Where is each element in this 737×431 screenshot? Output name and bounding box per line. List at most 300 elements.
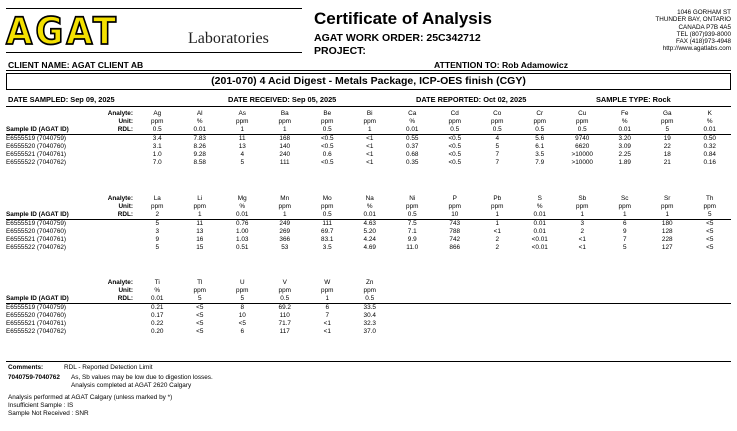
value-cell: 788	[449, 228, 461, 235]
value-cell: 7.5	[407, 220, 417, 227]
unit-cell: ppm	[576, 203, 589, 210]
unit-cell: ppm	[618, 203, 631, 210]
unit-cell: ppm	[448, 118, 461, 125]
analyte-cell: Pb	[493, 195, 502, 202]
value-cell: 83.1	[321, 236, 334, 243]
value-cell: 0.51	[236, 244, 249, 251]
value-cell: 8.58	[193, 159, 206, 166]
value-cell: 11.0	[406, 244, 419, 251]
unit-cell: %	[239, 203, 246, 210]
sample-id-cell: E6555520 (7040760)	[6, 312, 67, 319]
value-cell: <0.5	[448, 135, 462, 142]
sample-id-cell: E6555522 (7040762)	[6, 159, 67, 166]
value-cell: <5	[196, 320, 204, 327]
value-cell: 7.83	[193, 135, 206, 142]
unit-cell: %	[366, 203, 373, 210]
analyte-cell: Fe	[621, 110, 629, 117]
analyte-cell: Mn	[280, 195, 290, 202]
rdl-cell: 0.01	[221, 211, 264, 220]
value-cell: 128	[661, 228, 673, 235]
unit-cell: %	[409, 118, 416, 125]
value-cell: <0.5	[448, 159, 462, 166]
value-cell: 5	[155, 220, 160, 227]
value-cell: 16	[196, 236, 204, 243]
rdl-cell: 1	[264, 211, 307, 220]
value-cell: 7.0	[152, 159, 162, 166]
value-cell: 0.22	[151, 320, 164, 327]
unit-cell: ppm	[278, 287, 291, 294]
analyte-cell: Sc	[621, 195, 629, 202]
analyte-cell: Ba	[280, 110, 289, 117]
lab-address	[655, 9, 731, 53]
rdl-cell: 1	[264, 126, 307, 135]
value-cell: 6	[622, 220, 627, 227]
analyte-cell: As	[238, 110, 246, 117]
value-cell: 11	[196, 220, 204, 227]
rdl-cell: 5	[221, 295, 264, 304]
analyte-cell: Ga	[662, 110, 672, 117]
analyte-cell: La	[153, 195, 161, 202]
value-cell: 742	[449, 236, 461, 243]
value-cell: 30.4	[363, 312, 376, 319]
analyte-cell: Ca	[408, 110, 417, 117]
rdl-cell: 0.5	[264, 295, 307, 304]
value-cell: 6620	[575, 143, 590, 150]
table-row	[6, 151, 731, 159]
value-cell: <5	[706, 220, 714, 227]
address-line: CANADA P7B 4A5	[678, 23, 731, 31]
rdl-cell: 0.5	[391, 211, 434, 220]
rdl-cell: 1	[221, 126, 264, 135]
value-cell: 0.84	[703, 151, 716, 158]
results-table	[6, 279, 731, 336]
value-cell: <1	[323, 320, 331, 327]
rdl-cell: 1	[646, 211, 689, 220]
value-cell: <1	[366, 135, 374, 142]
value-cell: 6	[240, 328, 245, 335]
value-cell: 4	[240, 151, 245, 158]
value-cell: 0.16	[703, 159, 716, 166]
unit-cell: ppm	[406, 203, 419, 210]
table-row	[6, 159, 731, 167]
value-cell: 0.37	[406, 143, 419, 150]
rdl-cell: 1	[476, 211, 519, 220]
unit-cell: ppm	[363, 118, 376, 125]
rdl-cell: 0.5	[434, 126, 477, 135]
analyte-cell: Sb	[578, 195, 587, 202]
value-cell: <5	[706, 244, 714, 251]
comments-label: Comments:	[8, 364, 44, 371]
rdl-cell: 1	[349, 126, 392, 135]
rdl-cell: 0.5	[519, 126, 562, 135]
value-cell: 3.09	[618, 143, 631, 150]
sample-id-cell: E6555521 (7040761)	[6, 151, 67, 158]
unit-cell: ppm	[661, 118, 674, 125]
value-cell: 53	[281, 244, 289, 251]
value-cell: 249	[279, 220, 291, 227]
comment-note-1: As, Sb values may be low due to digestion losses.	[71, 374, 213, 381]
rdl-cell: 1	[179, 211, 222, 220]
value-cell: 7	[495, 151, 500, 158]
analyte-cell: Mo	[322, 195, 332, 202]
header-divider	[6, 70, 731, 71]
rdl-cell: 0.01	[519, 211, 562, 220]
analyte-label: Analyte:	[107, 279, 133, 286]
sample-id-cell: E6555521 (7040761)	[6, 320, 67, 327]
analyte-cell: P	[452, 195, 457, 202]
rdl-label: RDL:	[117, 126, 133, 133]
value-cell: <0.5	[448, 151, 462, 158]
table-row	[6, 135, 731, 144]
value-cell: 6	[325, 304, 330, 311]
value-cell: <1	[366, 143, 374, 150]
value-cell: <5	[706, 236, 714, 243]
value-cell: <5	[238, 320, 246, 327]
value-cell: 180	[661, 220, 673, 227]
unit-cell: ppm	[491, 203, 504, 210]
value-cell: 0.17	[151, 312, 164, 319]
address-line: http://www.agatlabs.com	[662, 45, 731, 53]
value-cell: 69.2	[278, 304, 291, 311]
value-cell: <0.5	[320, 159, 334, 166]
sample-id-header: Sample ID (AGAT ID)	[6, 126, 69, 133]
value-cell: <1	[493, 228, 501, 235]
unit-cell: ppm	[533, 118, 546, 125]
dates-line	[6, 92, 731, 107]
unit-cell: %	[154, 287, 161, 294]
value-cell: 4.24	[363, 236, 376, 243]
value-cell: 743	[449, 220, 461, 227]
analyte-cell: Mg	[237, 195, 247, 202]
analyte-cell: Cu	[578, 110, 587, 117]
value-cell: 4	[495, 135, 500, 142]
unit-label: Unit:	[118, 287, 133, 294]
value-cell: <0.5	[448, 143, 462, 150]
unit-cell: ppm	[236, 287, 249, 294]
value-cell: <1	[366, 151, 374, 158]
table-row	[6, 312, 731, 320]
value-cell: 33.5	[363, 304, 376, 311]
rdl-cell: 0.5	[561, 126, 604, 135]
rdl-cell: 0.01	[391, 126, 434, 135]
analyte-cell: W	[324, 279, 331, 286]
value-cell: 7	[622, 236, 627, 243]
value-cell: 2	[495, 244, 500, 251]
value-cell: 7	[325, 312, 330, 319]
unit-cell: ppm	[661, 203, 674, 210]
rdl-cell: 5	[689, 211, 732, 220]
value-cell: <1	[578, 244, 586, 251]
value-cell: 110	[279, 312, 290, 319]
value-cell: 228	[661, 236, 673, 243]
table-row	[6, 236, 731, 244]
value-cell: 0.21	[151, 304, 164, 311]
sample-id-cell: E6555519 (7040759)	[6, 304, 67, 311]
rdl-label: RDL:	[117, 211, 133, 218]
unit-cell: ppm	[321, 287, 334, 294]
analyte-cell: V	[282, 279, 287, 286]
value-cell: 9.28	[193, 151, 206, 158]
rdl-cell: 2	[136, 211, 179, 220]
sample-id-header: Sample ID (AGAT ID)	[6, 211, 69, 218]
table-row	[6, 228, 731, 236]
unit-cell: ppm	[576, 118, 589, 125]
value-cell: 1.03	[236, 236, 249, 243]
analyte-cell: Sr	[664, 195, 671, 202]
value-cell: 15	[196, 244, 204, 251]
analyte-cell: Cr	[536, 110, 544, 117]
value-cell: <1	[323, 328, 331, 335]
analyte-label: Analyte:	[107, 110, 133, 117]
address-line: 1046 GORHAM ST	[677, 9, 731, 16]
id-range: 7040759-7040762	[8, 374, 60, 381]
value-cell: 3.5	[322, 244, 332, 251]
value-cell: 0.01	[533, 220, 546, 227]
value-cell: 0.50	[703, 135, 716, 142]
value-cell: 3.20	[618, 135, 631, 142]
rdl-cell: 1	[306, 295, 349, 304]
value-cell: 168	[279, 135, 291, 142]
value-cell: >10000	[571, 151, 593, 158]
value-cell: 117	[279, 328, 290, 335]
table-row	[6, 220, 731, 229]
method-title: (201-070) 4 Acid Digest - Metals Package, ICP-OES finish (CGY)	[6, 73, 731, 90]
footer-line-2: Insufficient Sample : IS	[8, 402, 74, 409]
value-cell: 7	[495, 159, 500, 166]
sample-id-cell: E6555522 (7040762)	[6, 244, 67, 251]
unit-cell: ppm	[151, 118, 164, 125]
footer-divider	[6, 361, 731, 362]
value-cell: 2	[580, 228, 585, 235]
analyte-cell: Ni	[409, 195, 416, 202]
value-cell: 19	[663, 135, 671, 142]
rdl-cell: 5	[179, 295, 222, 304]
unit-cell: ppm	[278, 203, 291, 210]
unit-label: Unit:	[118, 203, 133, 210]
value-cell: 111	[322, 220, 333, 227]
rdl-cell: 1	[561, 211, 604, 220]
rdl-cell: 5	[646, 126, 689, 135]
value-cell: 5	[495, 143, 500, 150]
unit-cell: ppm	[491, 118, 504, 125]
sample-id-cell: E6555522 (7040762)	[6, 328, 67, 335]
value-cell: 4.63	[363, 220, 376, 227]
rdl-cell: 0.5	[349, 295, 392, 304]
value-cell: 22	[663, 143, 671, 150]
value-cell: 71.7	[278, 320, 291, 327]
value-cell: 9740	[575, 135, 590, 142]
value-cell: 2.25	[618, 151, 631, 158]
analyte-cell: Th	[706, 195, 714, 202]
analyte-cell: K	[707, 110, 712, 117]
work-order: AGAT WORK ORDER: 25C342712	[314, 32, 481, 44]
sample-id-cell: E6555519 (7040759)	[6, 135, 67, 142]
value-cell: <1	[578, 236, 586, 243]
value-cell: <0.5	[320, 143, 334, 150]
sample-id-cell: E6555521 (7040761)	[6, 236, 67, 243]
value-cell: <5	[196, 328, 204, 335]
analyte-cell: Ag	[153, 110, 162, 117]
value-cell: <0.01	[531, 236, 548, 243]
value-cell: 0.35	[406, 159, 419, 166]
analyte-cell: Al	[196, 110, 203, 117]
unit-cell: ppm	[278, 118, 291, 125]
value-cell: 10	[238, 312, 246, 319]
value-cell: 69.7	[321, 228, 334, 235]
table-row	[6, 244, 731, 252]
value-cell: 269	[279, 228, 291, 235]
value-cell: 3	[580, 220, 585, 227]
rdl-cell: 0.01	[179, 126, 222, 135]
logo-subtitle: Laboratories	[188, 30, 269, 47]
unit-cell: ppm	[151, 203, 164, 210]
value-cell: <5	[706, 228, 714, 235]
date-received: DATE RECEIVED: Sep 05, 2025	[228, 95, 337, 104]
rdl-cell: 0.01	[136, 295, 179, 304]
unit-cell: ppm	[321, 203, 334, 210]
value-cell: 9.9	[407, 236, 417, 243]
value-cell: 1	[495, 220, 500, 227]
unit-cell: %	[536, 203, 543, 210]
unit-cell: ppm	[363, 287, 376, 294]
unit-cell: %	[196, 118, 203, 125]
value-cell: 8	[240, 304, 245, 311]
value-cell: 111	[279, 159, 290, 166]
unit-cell: ppm	[321, 118, 334, 125]
attention-to: ATTENTION TO: Rob Adamowicz	[434, 60, 568, 70]
rdl-cell: 0.01	[689, 126, 732, 135]
rdl-cell: 1	[604, 211, 647, 220]
value-cell: 3.1	[152, 143, 162, 150]
value-cell: 0.01	[533, 228, 546, 235]
agat-logo-word: AGAT	[6, 10, 120, 54]
value-cell: 0.32	[703, 143, 716, 150]
value-cell: 13	[196, 228, 204, 235]
value-cell: 0.20	[151, 328, 164, 335]
value-cell: 0.55	[406, 135, 419, 142]
certificate-title: Certificate of Analysis	[314, 9, 492, 28]
analyte-cell: Cd	[450, 110, 459, 117]
analyte-cell: Tl	[197, 279, 203, 286]
address-line: FAX (418)973-4948	[676, 38, 731, 46]
analyte-cell: Ti	[154, 279, 160, 286]
value-cell: <0.5	[320, 135, 334, 142]
comment-note-2: Analysis completed at AGAT 2620 Calgary	[71, 382, 192, 389]
value-cell: <5	[196, 304, 204, 311]
sample-id-header: Sample ID (AGAT ID)	[6, 295, 69, 302]
analyte-cell: Zn	[366, 279, 374, 286]
analyte-cell: U	[239, 279, 245, 286]
rdl-cell: 0.01	[349, 211, 392, 220]
value-cell: 7.9	[535, 159, 545, 166]
rdl-cell: 10	[434, 211, 477, 220]
address-line: TEL (807)939-8000	[676, 30, 731, 38]
rdl-cell: 0.5	[306, 126, 349, 135]
value-cell: 140	[279, 143, 291, 150]
value-cell: <1	[366, 159, 374, 166]
value-cell: 5	[622, 244, 627, 251]
value-cell: 5	[240, 159, 245, 166]
table-row	[6, 304, 731, 313]
value-cell: 5	[155, 244, 160, 251]
value-cell: 7.1	[407, 228, 417, 235]
value-cell: 9	[622, 228, 627, 235]
analyte-label: Analyte:	[107, 195, 133, 202]
value-cell: 3.4	[152, 135, 162, 142]
rdl-note: RDL - Reported Detection Limit	[64, 364, 153, 371]
value-cell: 3	[155, 228, 160, 235]
value-cell: 866	[449, 244, 461, 251]
date-reported: DATE REPORTED: Oct 02, 2025	[416, 95, 527, 104]
value-cell: 0.76	[236, 220, 249, 227]
analyte-cell: Be	[323, 110, 332, 117]
table-row	[6, 328, 731, 336]
value-cell: 13	[238, 143, 246, 150]
value-cell: 3.5	[535, 151, 545, 158]
value-cell: 0.68	[406, 151, 419, 158]
rdl-cell: 0.01	[604, 126, 647, 135]
unit-cell: ppm	[703, 203, 716, 210]
unit-cell: ppm	[236, 118, 249, 125]
sample-id-cell: E6555520 (7040760)	[6, 143, 67, 150]
footer-line-3: Sample Not Received : SNR	[8, 410, 89, 417]
logo-bottom-rule	[6, 52, 302, 53]
value-cell: 11	[238, 135, 246, 142]
rdl-cell: 0.5	[306, 211, 349, 220]
unit-cell: ppm	[448, 203, 461, 210]
analyte-cell: Na	[365, 195, 374, 202]
value-cell: 18	[663, 151, 671, 158]
client-name: CLIENT NAME: AGAT CLIENT AB	[8, 60, 144, 70]
unit-cell: %	[621, 118, 628, 125]
analyte-cell: Co	[493, 110, 502, 117]
address-line: THUNDER BAY, ONTARIO	[655, 16, 731, 24]
sample-type: SAMPLE TYPE: Rock	[596, 95, 671, 104]
analyte-cell: Bi	[366, 110, 373, 117]
unit-cell: %	[706, 118, 713, 125]
results-table	[6, 110, 731, 167]
value-cell: 37.0	[363, 328, 376, 335]
value-cell: 0.6	[322, 151, 332, 158]
value-cell: 6.1	[535, 143, 545, 150]
value-cell: 127	[661, 244, 673, 251]
value-cell: 1.0	[152, 151, 162, 158]
value-cell: 1.89	[618, 159, 631, 166]
value-cell: 366	[279, 236, 291, 243]
sample-id-cell: E6555519 (7040759)	[6, 220, 67, 227]
table-row	[6, 320, 731, 328]
value-cell: >10000	[571, 159, 593, 166]
analyte-cell: Li	[197, 195, 203, 202]
project-label: PROJECT:	[314, 45, 366, 57]
value-cell: 1.00	[236, 228, 249, 235]
value-cell: 32.3	[363, 320, 376, 327]
results-table	[6, 195, 731, 252]
value-cell: 9	[155, 236, 160, 243]
rdl-label: RDL:	[117, 295, 133, 302]
sample-id-cell: E6555520 (7040760)	[6, 228, 67, 235]
table-row	[6, 143, 731, 151]
unit-label: Unit:	[118, 118, 133, 125]
value-cell: <5	[196, 312, 204, 319]
logo-top-rule	[6, 8, 302, 9]
rdl-cell: 0.5	[476, 126, 519, 135]
unit-cell: ppm	[193, 203, 206, 210]
value-cell: 21	[663, 159, 671, 166]
value-cell: 5.20	[363, 228, 376, 235]
value-cell: 8.26	[193, 143, 206, 150]
value-cell: 240	[279, 151, 291, 158]
